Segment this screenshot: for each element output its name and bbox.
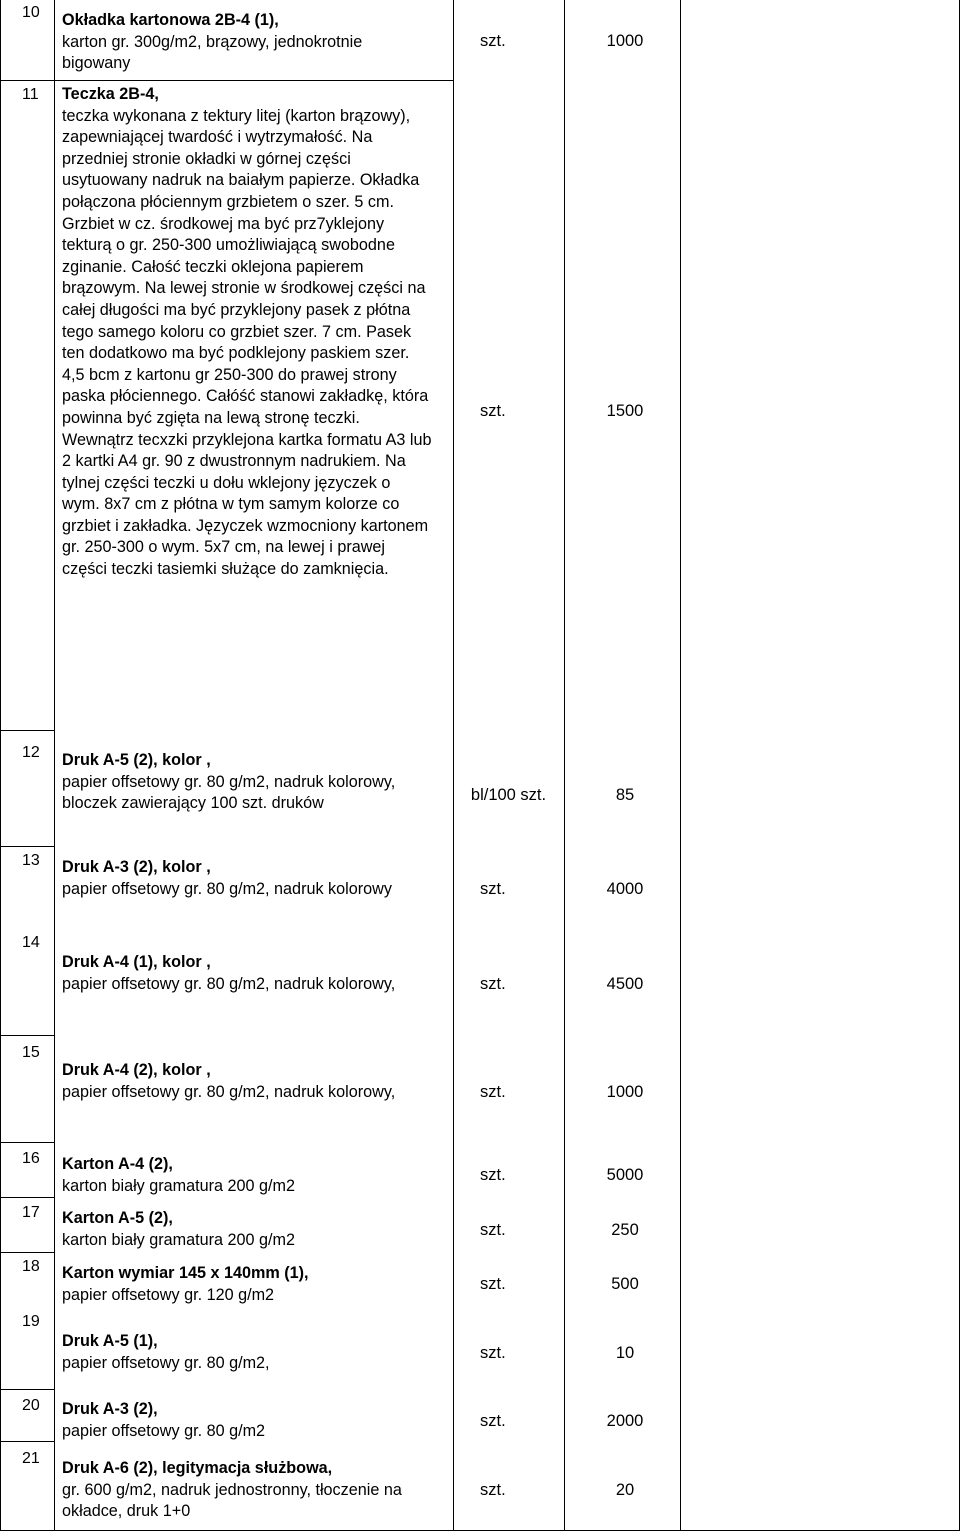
row-divider xyxy=(0,80,453,81)
item-description xyxy=(62,1060,432,1103)
row-number: 10 xyxy=(22,4,40,21)
table-border-left xyxy=(0,0,1,1531)
item-unit: szt. xyxy=(480,975,506,993)
item-name: Druk A-3 (2), kolor , xyxy=(62,858,211,876)
item-quantity: 4500 xyxy=(606,975,644,993)
item-details: karton biały gramatura 200 g/m2 xyxy=(62,1176,296,1195)
item-details: papier offsetowy gr. 80 g/m2, nadruk kolorowy, xyxy=(62,1082,396,1101)
row-number: 13 xyxy=(22,852,40,869)
item-details: papier offsetowy gr. 80 g/m2 xyxy=(62,1421,266,1440)
item-description xyxy=(62,84,432,581)
item-name: Druk A-4 (1), kolor , xyxy=(62,953,211,971)
item-name: Okładka kartonowa 2B-4 (1), xyxy=(62,11,279,29)
item-quantity: 1000 xyxy=(606,1083,644,1101)
item-quantity: 250 xyxy=(611,1221,639,1239)
row-divider xyxy=(0,1389,54,1390)
item-description xyxy=(62,857,432,900)
item-name: Druk A-5 (2), kolor , xyxy=(62,751,211,769)
item-unit: szt. xyxy=(480,1275,506,1293)
item-quantity: 2000 xyxy=(606,1412,644,1430)
item-description xyxy=(62,1208,432,1251)
item-description xyxy=(62,952,432,995)
row-number: 21 xyxy=(22,1450,40,1467)
item-name: Druk A-4 (2), kolor , xyxy=(62,1061,211,1079)
item-unit: szt. xyxy=(480,1412,506,1430)
item-details: papier offsetowy gr. 120 g/m2 xyxy=(62,1285,275,1304)
row-number: 20 xyxy=(22,1397,40,1414)
row-number: 17 xyxy=(22,1204,40,1221)
item-unit: szt. xyxy=(480,1344,506,1362)
item-details: teczka wykonana z tektury litej (karton brązowy), zapewniającej twardość i wytrzymałość. Na przedniej stronie okładki w górnej części usytuowany nadruk na baiałym papierze. Okładka połączona płóciennym grzbietem o szer. 5 cm. Grzbiet w cz. środkowej ma być prz7yklejony tekturą o gr. 250-300 umożliwiającą swobodne zginanie. Całość teczki oklejona papierem brązowym. Na lewej stronie w środkowej części na całej długości ma być przyklejony pasek z płótna tego samego koloru co grzbiet szer. 7 cm. Pasek ten dodatkowo ma być podklejony paskiem szer. 4,5 bcm z kartonu gr 250-300 do prawej strony paska płóciennego. Całóść stanowi zakładkę, która powinna być zgięta na lewą stronę teczki. Wewnątrz tecxzki przyklejona kartka formatu A3 lub 2 kartki A4 gr. 90 z dwustronnym nadrukiem. Na tylnej części teczki u dołu wklejony języczek o wym. 8x7 cm z płótna w tym samym kolorze co grzbiet i zakładka. Języczek wzmocniony kartonem gr. 250-300 o wym. 5x7 cm, na lewej i prawej części teczki tasiemki służące do zamknięcia. xyxy=(62,106,432,579)
item-details: gr. 600 g/m2, nadruk jednostronny, tłoczenie na okładce, druk 1+0 xyxy=(62,1480,402,1521)
item-name: Karton A-4 (2), xyxy=(62,1155,173,1173)
item-quantity: 20 xyxy=(615,1481,635,1499)
row-number: 12 xyxy=(22,744,40,761)
item-unit: szt. xyxy=(480,1166,506,1184)
row-divider xyxy=(0,1197,54,1198)
item-quantity: 1000 xyxy=(606,32,644,50)
item-name: Karton A-5 (2), xyxy=(62,1209,173,1227)
row-divider xyxy=(0,1441,54,1442)
item-description xyxy=(62,750,432,815)
item-description xyxy=(62,1399,432,1442)
item-details: papier offsetowy gr. 80 g/m2, nadruk kolorowy xyxy=(62,879,392,898)
column-divider xyxy=(54,0,55,1531)
item-quantity: 1500 xyxy=(606,402,644,420)
item-name: Karton wymiar 145 x 140mm (1), xyxy=(62,1264,309,1282)
item-unit: szt. xyxy=(480,1221,506,1239)
row-divider xyxy=(0,730,54,731)
row-divider xyxy=(0,1252,54,1253)
item-details: karton gr. 300g/m2, brązowy, jednokrotnie bigowany xyxy=(62,32,363,73)
item-quantity: 85 xyxy=(615,786,635,804)
row-number: 14 xyxy=(22,934,40,951)
item-description xyxy=(62,1154,432,1197)
item-unit: szt. xyxy=(480,1083,506,1101)
item-description xyxy=(62,1263,432,1306)
item-quantity: 5000 xyxy=(606,1166,644,1184)
item-quantity: 10 xyxy=(615,1344,635,1362)
item-description xyxy=(62,1331,432,1374)
item-quantity: 4000 xyxy=(606,880,644,898)
item-unit: bl/100 szt. xyxy=(470,786,547,804)
item-unit: szt. xyxy=(480,402,506,420)
item-name: Druk A-3 (2), xyxy=(62,1400,158,1418)
row-number: 19 xyxy=(22,1313,40,1330)
row-divider xyxy=(0,846,54,847)
row-number: 15 xyxy=(22,1044,40,1061)
column-divider xyxy=(453,0,454,1531)
item-details: karton biały gramatura 200 g/m2 xyxy=(62,1230,296,1249)
row-divider xyxy=(0,1035,54,1036)
item-name: Teczka 2B-4, xyxy=(62,85,159,103)
row-divider xyxy=(0,1142,54,1143)
item-unit: szt. xyxy=(480,32,506,50)
item-description xyxy=(62,10,432,75)
item-unit: szt. xyxy=(480,1481,506,1499)
item-name: Druk A-5 (1), xyxy=(62,1332,158,1350)
item-details: papier offsetowy gr. 80 g/m2, nadruk kolorowy, xyxy=(62,974,396,993)
item-quantity: 500 xyxy=(611,1275,639,1293)
row-number: 16 xyxy=(22,1150,40,1167)
item-description xyxy=(62,1458,432,1523)
column-divider xyxy=(680,0,681,1531)
item-details: papier offsetowy gr. 80 g/m2, nadruk kolorowy, bloczek zawierający 100 szt. druków xyxy=(62,772,396,813)
item-details: papier offsetowy gr. 80 g/m2, xyxy=(62,1353,270,1372)
item-unit: szt. xyxy=(480,880,506,898)
column-divider xyxy=(564,0,565,1531)
row-number: 11 xyxy=(22,86,39,103)
item-name: Druk A-6 (2), legitymacja służbowa, xyxy=(62,1459,333,1477)
row-number: 18 xyxy=(22,1258,40,1275)
